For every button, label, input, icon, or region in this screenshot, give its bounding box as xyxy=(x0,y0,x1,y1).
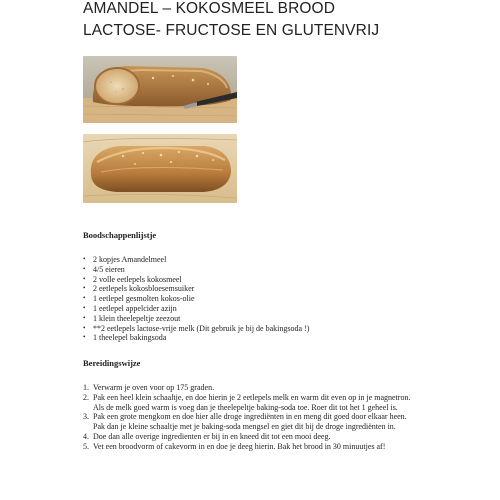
step-item xyxy=(83,432,413,442)
list-item: • 2 kopjes Amandelmeel xyxy=(83,255,309,265)
step-item xyxy=(83,412,413,432)
step-text: Verwarm je oven voor op 175 graden. xyxy=(93,383,215,392)
step-number: 1. xyxy=(83,383,89,392)
list-item: • 1 theelepel bakingsoda xyxy=(83,333,309,343)
bread-photo-whole xyxy=(83,134,237,203)
step-text: Pak een grote mengkom en doe hier alle droge ingrediënten in en meng dit goed door elkaar heen. Pak dan je kleine schaaltje met je baking-soda mengsel en giet dit bij de droge ingrediënten in. xyxy=(93,412,407,432)
list-item: • 2 volle eetlepels kokosmeel xyxy=(83,275,309,285)
step-number: 4. xyxy=(83,431,89,441)
preparation-heading: Bereidingswijze xyxy=(83,358,141,368)
list-item: • 1 eetlepel gesmolten kokos-olie xyxy=(83,294,309,304)
step-number: 3. xyxy=(83,412,89,422)
step-text: Vet een broodvorm of cakevorm in en doe je deeg hierin. Bak het brood in 30 minuutjes af! xyxy=(93,441,386,451)
list-item: • 4/5 eieren xyxy=(83,265,309,275)
step-text: Pak een heel klein schaaltje, en doe hierin je 2 eetlepels melk en warm dit even op in je magnetron. Als de melk goed warm is voeg dan je theelepeltje baking-soda toe. Roer dit tot het 1 geheel is. xyxy=(93,392,411,412)
step-item xyxy=(83,383,413,393)
step-item xyxy=(83,442,413,452)
preparation-steps xyxy=(83,383,413,452)
step-item xyxy=(83,393,413,413)
list-item: • 1 klein theelepeltje zeezout xyxy=(83,314,309,324)
list-item: • **2 eetlepels lactose-vrije melk (Dit gebruik je bij de bakingsoda !) xyxy=(83,324,309,334)
shopping-list-heading: Boodschappenlijstje xyxy=(83,230,157,240)
ingredient-list xyxy=(83,255,309,343)
list-item: • 1 eetlepel appelcider azijn xyxy=(83,304,309,314)
step-text: Doe dan alle overige ingredienten er bij in en kneed dit tot een mooi deeg. xyxy=(93,431,331,441)
list-item: • 2 eetlepels kokosbloesemsuiker xyxy=(83,284,309,294)
bread-photo-sliced xyxy=(83,56,237,123)
recipe-title-line2: LACTOSE- FRUCTOSE EN GLUTENVRIJ xyxy=(83,22,380,39)
step-number: 2. xyxy=(83,392,89,402)
step-number: 5. xyxy=(83,441,89,451)
recipe-title-line1: AMANDEL – KOKOSMEEL BROOD xyxy=(83,0,335,17)
